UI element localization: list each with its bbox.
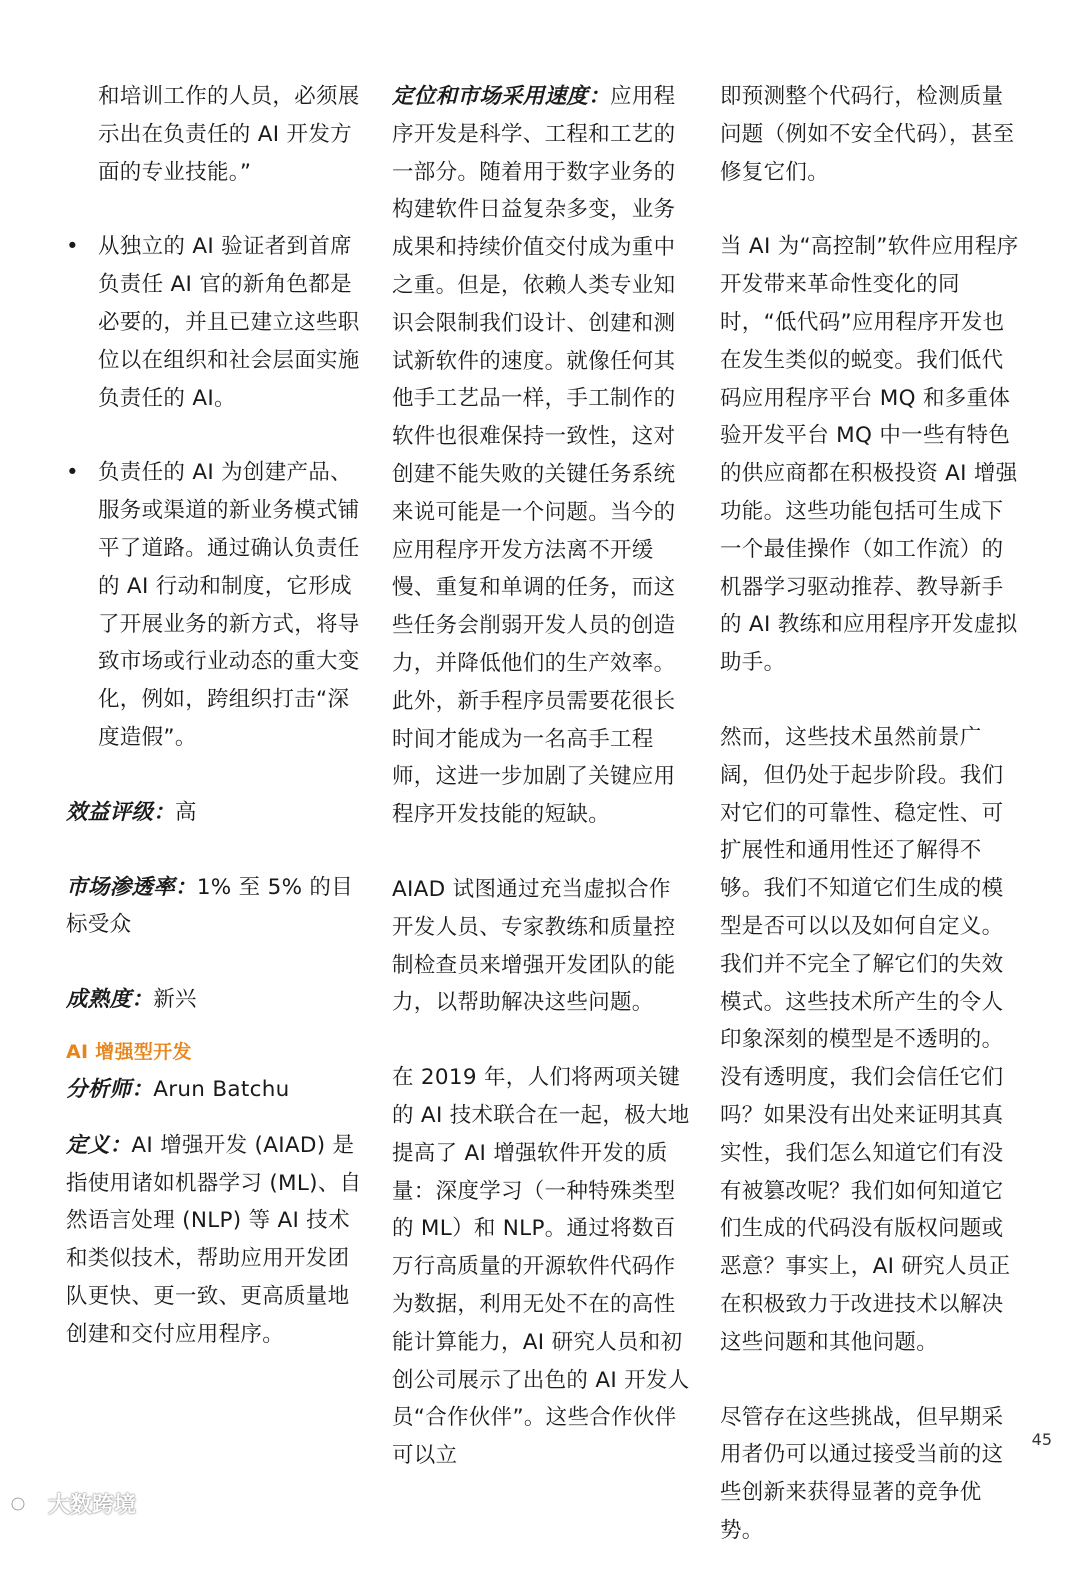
analyst-value: Arun Batchu [153, 1076, 290, 1102]
analyst [66, 1071, 366, 1109]
benefit-value: 高 [175, 799, 197, 825]
watermark-logo-icon [10, 1491, 44, 1517]
continuation-paragraph: 即预测整个代码行，检测质量问题（例如不安全代码），甚至修复它们。 [720, 84, 1015, 185]
low-code-paragraph: 当 AI 为“高控制”软件应用程序开发带来革命性变化的同时，“低代码”应用程序开发也在发生类似的蜕变。我们低代码应用程序平台 MQ 和多重体验开发平台 MQ 中一些有特色的供应商都在积极投资 AI 增强功能。这些功能包括可生成下一个最佳操作（如工作流）的机器学习驱动推荐、教导新手的 AI 教练和应用程序开发虚拟助手。 [720, 234, 1019, 676]
intro-paragraph: 和培训工作的人员，必须展示出在负责任的 AI 开发方面的专业技能。” [98, 84, 360, 185]
positioning-paragraph [392, 78, 690, 834]
bullet-text: 从独立的 AI 验证者到首席负责任 AI 官的新角色都是必要的，并且已建立这些职位以在组织和社会层面实施负责任的 AI。 [98, 234, 360, 411]
aiad-paragraph: AIAD 试图通过充当虚拟合作开发人员、专家教练和质量控制检查员来增强开发团队的能力，以帮助解决这些问题。 [392, 876, 676, 1016]
history-paragraph: 在 2019 年，人们将两项关键的 AI 技术联合在一起，极大地提高了 AI 增强软件开发的质量：深度学习（一种特殊类型的 ML）和 NLP。通过将数百万行高质量的开源软件代码作为数据，利用无处不在的高性能计算能力，AI 研究人员和初创公司展示了出色的 AI 开发人员“合作伙伴”。这些合作伙伴可以立 [392, 1065, 690, 1469]
penetration-value: 1% 至 5% 的目标受众 [66, 874, 354, 938]
page-number: 45 [1031, 1430, 1052, 1449]
watermark-text: 大数跨境 [48, 1493, 137, 1518]
column-left [66, 78, 366, 1391]
benefit-rating [66, 794, 366, 832]
column-middle [392, 78, 690, 1512]
bullet-item [66, 228, 366, 417]
bullet-list [66, 228, 366, 756]
bullet-item [66, 454, 366, 756]
conclusion-paragraph: 尽管存在这些挑战，但早期采用者仍可以通过接受当前的这些创新来获得显著的竞争优势。 [720, 1404, 1004, 1543]
benefit-label: 效益评级： [66, 799, 176, 825]
column-right [720, 78, 1020, 1587]
bullet-icon: • [66, 234, 79, 260]
maturity-value: 新兴 [153, 987, 197, 1013]
positioning-label: 定位和市场采用速度： [392, 84, 611, 109]
maturity-label: 成熟度： [66, 987, 154, 1013]
section-title: AI 增强型开发 [66, 1040, 192, 1063]
definition [66, 1127, 366, 1354]
bullet-icon: • [66, 460, 79, 486]
challenges-paragraph: 然而，这些技术虽然前景广阔，但仍处于起步阶段。我们对它们的可靠性、稳定性、可扩展性和通用性还了解得不够。我们不知道它们生成的模型是否可以以及如何自定义。我们并不完全了解它们的失效模式。这些技术所产生的令人印象深刻的模型是不透明的。没有透明度，我们会信任它们吗？如果没有出处来证明其真实性，我们怎么知道它们有没有被篡改呢？我们如何知道它们生成的代码没有版权问题或恶意？事实上，AI 研究人员正在积极致力于改进技术以解决这些问题和其他问题。 [720, 724, 1011, 1355]
analyst-label: 分析师： [66, 1076, 154, 1102]
watermark [10, 1488, 136, 1519]
penetration-label: 市场渗透率： [66, 874, 197, 900]
positioning-text: 应用程序开发是科学、工程和工艺的一部分。随着用于数字业务的构建软件日益复杂多变，业务成果和持续价值交付成为重中之重。但是，依赖人类专业知识会限制我们设计、创建和测试新软件的速度。就像任何其他手工艺品一样，手工制作的软件也很难保持一致性，这对创建不能失败的关键任务系统来说可能是一个问题。当今的应用程序开发方法离不开缓慢、重复和单调的任务，而这些任务会削弱开发人员的创造力，并降低他们的生产效率。此外，新手程序员需要花很长时间才能成为一名高手工程师，这进一步加剧了关键应用程序开发技能的短缺。 [392, 84, 676, 828]
bullet-text: 负责任的 AI 为创建产品、服务或渠道的新业务模式铺平了道路。通过确认负责任的 AI 行动和制度，它形成了开展业务的新方式，将导致市场或行业动态的重大变化，例如，跨组织打击“深度造假”。 [98, 460, 360, 750]
market-penetration [66, 869, 366, 945]
definition-value: AI 增强开发 (AIAD) 是指使用诸如机器学习 (ML)、自然语言处理 (NLP) 等 AI 技术和类似技术，帮助应用开发团队更快、更一致、更高质量地创建和交付应用程序。 [66, 1132, 362, 1347]
maturity [66, 981, 366, 1019]
definition-label: 定义： [66, 1132, 132, 1158]
